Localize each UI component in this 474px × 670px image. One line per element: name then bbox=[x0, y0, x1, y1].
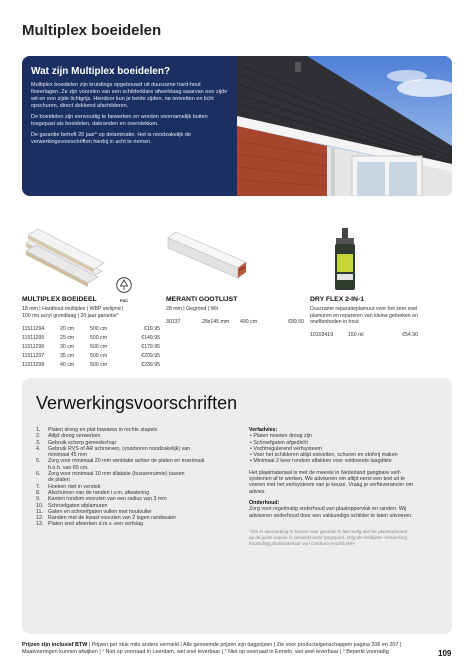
warranty-note-line: op de juiste manier is verwerkt en/of toegepast. Volg de richtlijnen 'verwerking bbox=[249, 534, 407, 540]
footer-bold-text: Prijzen zijn inclusief BTW bbox=[22, 642, 88, 648]
table-row: 11511294 20 cm 500 cm €19.95 bbox=[22, 325, 160, 332]
table-row: 11511298 40 cm 500 cm €239.95 bbox=[22, 361, 160, 368]
step-text: Zorg voor minimaal 20 mm ventilatie achter de platen en maximaal bbox=[48, 458, 205, 465]
product-desc-dryflex bbox=[310, 306, 452, 326]
step-text: h.o.h. van 60 cm. bbox=[48, 464, 89, 471]
step-text: Gebruik RVS of AR schroeven, (voorboren noodzakelijk) van bbox=[48, 445, 191, 452]
product-desc-multiplex bbox=[22, 306, 162, 319]
maintenance-heading: Onderhoud: bbox=[249, 499, 280, 506]
maintenance-line: Zorg voor regelmatig onderhoud van plaatoppervlak en randen. Wij bbox=[249, 506, 407, 513]
step-number: 3. bbox=[36, 439, 41, 446]
table-row: 30137 28x145 mm 490 cm €89.50 bbox=[166, 318, 304, 325]
step-number: 4. bbox=[36, 445, 41, 452]
footer-line-1-rest: | Prijzen per stuk mits anders vermeld | Alle genoemde prijzen zijn dagprijzen | Zie voor producteigenschappen pagina 206 en 207 | bbox=[87, 642, 402, 648]
intro-text-panel bbox=[22, 56, 237, 196]
step-number: 6. bbox=[36, 471, 41, 478]
step-text: Platen snel afwerken d.m.v. een verfslag bbox=[48, 521, 143, 528]
step-text: Platen droog en plat bewaren in rechte stapels bbox=[48, 427, 158, 433]
step-number: 10. bbox=[36, 502, 44, 509]
step-text: Zorg voor minimaal 10 mm dilatatie (bussenruimte) tussen bbox=[48, 471, 185, 478]
product-name-meranti: MERANTI GOOTLIJST bbox=[166, 296, 238, 303]
step-text: Altijd droog verwerken bbox=[48, 433, 101, 440]
warranty-note-line: *Om in aanmerking te komen voor garantie is het nodig dat het plaatmateriaal bbox=[249, 528, 407, 534]
step-text: Kanten rondom voorzien van een radius van 3 mm bbox=[48, 496, 167, 503]
step-number: 2. bbox=[36, 433, 41, 440]
paint-advice-item: • Vochtregulerend verfsysteem bbox=[249, 446, 441, 452]
instruction-step bbox=[36, 521, 248, 527]
page-title: Multiplex boeidelen bbox=[22, 22, 162, 39]
fsc-logo bbox=[116, 277, 132, 303]
step-text: Gebruik scherp gereedschap bbox=[48, 439, 117, 446]
footer-text bbox=[22, 642, 432, 656]
step-number: 8. bbox=[36, 489, 41, 496]
step-number: 12. bbox=[36, 515, 44, 522]
instructions-title: Verwerkingsvoorschriften bbox=[36, 393, 238, 413]
warranty-note bbox=[249, 529, 441, 547]
step-number: 7. bbox=[36, 483, 41, 490]
step-number: 13. bbox=[36, 521, 44, 528]
product-desc-meranti bbox=[166, 306, 306, 313]
page-number: 109 bbox=[438, 649, 452, 658]
tree-icon bbox=[116, 277, 132, 293]
product-name-dryflex: DRY FLEX 2-IN-1 bbox=[310, 296, 365, 303]
product-desc-line: Duurzame reparatieplamuur voor het zeer snel bbox=[310, 306, 418, 312]
maintenance-line: adviseren onderhoud door een vakkundige schilder te laten uitvoeren. bbox=[249, 512, 413, 519]
paint-advice-line: systemen af te werken. We adviseren om altijd eerst een test uit te bbox=[249, 476, 405, 483]
product-table-meranti bbox=[166, 317, 304, 326]
paint-advice-line: Het plaatmateriaal is met de meeste in Nederland gangbare verf- bbox=[249, 469, 402, 476]
house-fascia-photo bbox=[237, 56, 452, 196]
intro-paragraph-1: Multiplex boeidelen zijn kruislings opgebouwd uit duurzame hard-hout fineerlagen. Ze zijn voorzien van een schilderklare afwerklaag waarvan een zijde wit en een zijde lichtgrijs. Hierdoor kun je beide zijden, na ontvetten en licht opschuren, direct dekkend afschilderen. bbox=[31, 82, 228, 109]
paint-advice-item: • Voor het schilderen altijd ontvetten, schuren en stofvrij maken bbox=[249, 452, 441, 458]
product-desc-line: 18 mm | Hardhout multiplex | WBP verlijmd | bbox=[22, 306, 124, 312]
gutter-moulding-image bbox=[166, 232, 248, 284]
paint-advice-item: • Schroefgaten afgedicht bbox=[249, 440, 441, 446]
step-text: minimaal 45 mm bbox=[48, 452, 87, 459]
intro-paragraph-2: De boeidelen zijn eenvoudig te bewerken en worden voornamelijk buiten toegepast als boeidelen, dakranden en overstekken. bbox=[31, 114, 208, 127]
product-desc-line: 100 mu acryl grondlaag | 20 jaar garantie* bbox=[22, 312, 119, 319]
product-desc-line: oneffenheden in hout bbox=[310, 319, 359, 325]
table-row: 11511297 35 cm 500 cm €209.95 bbox=[22, 352, 160, 359]
table-row: 11511295 25 cm 500 cm €149.95 bbox=[22, 334, 160, 341]
product-table-multiplex bbox=[22, 324, 160, 369]
step-text: Schroefgaten afplamuren bbox=[48, 502, 108, 509]
paint-advice-line: voeren met het verfsysteem van je keuze. Vraag je verfleverancier om bbox=[249, 482, 414, 489]
fsc-label: FSC bbox=[120, 298, 128, 303]
step-text: Gaten en schroefgaten vullen met houtvuller bbox=[48, 508, 152, 515]
step-text: de platen bbox=[48, 477, 70, 484]
paint-advice-item: • Minimaal 2 keer rondom aflakken voor voldoende laagdikte bbox=[249, 458, 441, 464]
paint-advice-column bbox=[249, 427, 441, 547]
intro-title: Wat zijn Multiplex boeidelen? bbox=[31, 66, 171, 77]
footer-line-1 bbox=[22, 642, 432, 649]
instruction-steps-list bbox=[36, 427, 248, 528]
footer-line-2: Maatvoeringen kunnen afwijken | ¹ Niet op voorraad in Leerdam, wel snel leverbaar | ² Niet op voorraad in Ermelo, wel snel leverbaar | ³ Beperkt voorradig bbox=[22, 649, 389, 655]
intro-paragraph-3: De garantie betreft 20 jaar* op delaminatie. Het is noodzakelijk de verwerkingsvoorschriften hierbij in acht te nemen. bbox=[31, 132, 191, 145]
step-text: Randen met de kwast voorzien van 2 lagen randsealer bbox=[48, 515, 177, 522]
product-table-dryflex bbox=[310, 330, 418, 339]
paint-advice-paragraph bbox=[249, 470, 441, 495]
table-row: 11511296 30 cm 500 cm €179.95 bbox=[22, 343, 160, 350]
step-number: 9. bbox=[36, 496, 41, 503]
paint-advice-line: advies. bbox=[249, 488, 266, 495]
plywood-boards-image bbox=[22, 225, 106, 289]
maintenance-paragraph bbox=[249, 506, 441, 519]
instructions-panel bbox=[22, 378, 452, 634]
product-desc-line: plamuren en repareren van kleine gebreken en bbox=[310, 312, 418, 319]
product-desc-line: 28 mm | Gegrond | Wit bbox=[166, 306, 218, 312]
step-number: 11. bbox=[36, 508, 43, 515]
step-text: Hoeken niet in verstek bbox=[48, 483, 101, 490]
paint-advice-heading: Verfadvies: bbox=[249, 427, 278, 433]
table-row: 10103419 150 ml €54.90 bbox=[310, 331, 418, 338]
dry-flex-tube-image bbox=[330, 228, 360, 292]
warranty-note-line: houtachtig plaatmateriaal' van Centrum Hout/SVMH bbox=[249, 540, 355, 546]
intro-banner bbox=[22, 56, 452, 196]
product-name-multiplex: MULTIPLEX BOEIDEEL bbox=[22, 296, 97, 303]
step-text: Afschuinen van de randen i.v.m. afwatering bbox=[48, 489, 150, 496]
step-number: 5. bbox=[36, 458, 41, 465]
paint-advice-item: • Platen moeten droog zijn bbox=[249, 433, 441, 439]
step-number: 1. bbox=[36, 427, 41, 433]
